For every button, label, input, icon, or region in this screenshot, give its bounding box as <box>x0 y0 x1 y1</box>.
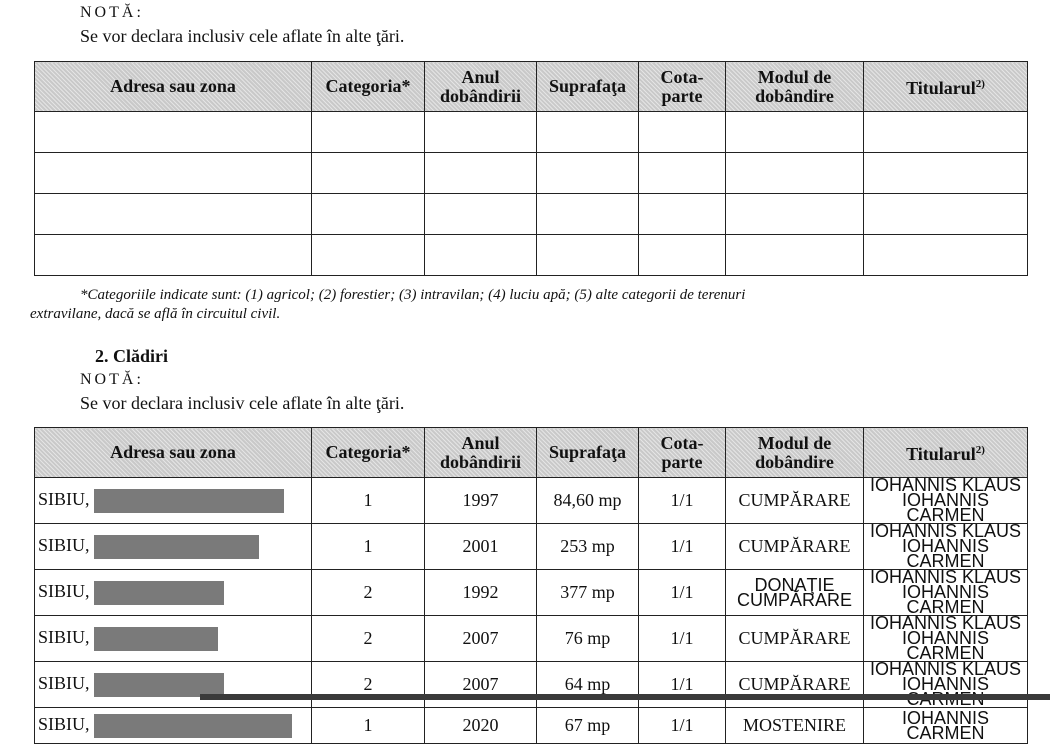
col-anul: Anul dobândirii <box>425 62 537 112</box>
col-modul: Modul de dobândire <box>726 428 864 478</box>
table-row: SIBIU, 1 1997 84,60 mp 1/1 CUMPĂRARE IOHANNIS KLAUS IOHANNIS CARMEN <box>35 478 1028 524</box>
redacted-address <box>94 535 259 559</box>
table-row: SIBIU, 1 2001 253 mp 1/1 CUMPĂRARE IOHANNIS KLAUS IOHANNIS CARMEN <box>35 524 1028 570</box>
col-categoria: Categoria* <box>312 428 425 478</box>
footnote-line-1: *Categoriile indicate sunt: (1) agricol; (2) forestier; (3) intravilan; (4) luciu apă; (5) alte categorii de terenuri <box>80 287 746 303</box>
land-table <box>34 61 1028 276</box>
table-row <box>35 194 1028 235</box>
section-title-cladiri: 2. Clădiri <box>95 346 169 366</box>
table-row: SIBIU, 2 2007 76 mp 1/1 CUMPĂRARE IOHANNIS KLAUS IOHANNIS CARMEN <box>35 616 1028 662</box>
redacted-address <box>94 673 224 697</box>
col-categoria: Categoria* <box>312 62 425 112</box>
table-row: SIBIU, 2 1992 377 mp 1/1 DONAŢIE CUMPĂRARE IOHANNIS KLAUS IOHANNIS CARMEN <box>35 570 1028 616</box>
table-row <box>35 153 1028 194</box>
table-row: SIBIU, 2 2007 64 mp 1/1 CUMPĂRARE IOHANNIS KLAUS IOHANNIS <box>35 662 1028 708</box>
nota-label-2: NOTĂ: <box>80 371 144 388</box>
col-cota: Cota- parte <box>639 62 726 112</box>
redacted-address <box>94 627 218 651</box>
nota-text-2: Se vor declara inclusiv cele aflate în alte ţări. <box>80 393 405 413</box>
col-suprafata: Suprafaţa <box>537 428 639 478</box>
bottom-scan-edge <box>200 694 1050 700</box>
col-anul: Anul dobândirii <box>425 428 537 478</box>
table-row <box>35 112 1028 153</box>
col-modul: Modul de dobândire <box>726 62 864 112</box>
nota-label-1: NOTĂ: <box>80 4 144 21</box>
nota-text-1: Se vor declara inclusiv cele aflate în alte ţări. <box>80 26 405 46</box>
buildings-table-header <box>35 428 1028 478</box>
col-titularul: Titularul$^{2)}$ <box>864 62 1028 112</box>
col-titularul: Titularul$^{2)}$ <box>864 428 1028 478</box>
col-adresa: Adresa sau zona <box>35 62 312 112</box>
land-table-header <box>35 62 1028 112</box>
redacted-address <box>94 581 224 605</box>
col-cota: Cota- parte <box>639 428 726 478</box>
redacted-address <box>94 714 292 738</box>
table-row: SIBIU, 1 2020 67 mp 1/1 MOSTENIRE IOHANNIS CARMEN <box>35 708 1028 744</box>
redacted-address <box>94 489 284 513</box>
table-row <box>35 235 1028 276</box>
footnote-line-2: extravilane, dacă se află în circuitul civil. <box>30 306 281 322</box>
col-suprafata: Suprafaţa <box>537 62 639 112</box>
col-adresa: Adresa sau zona <box>35 428 312 478</box>
